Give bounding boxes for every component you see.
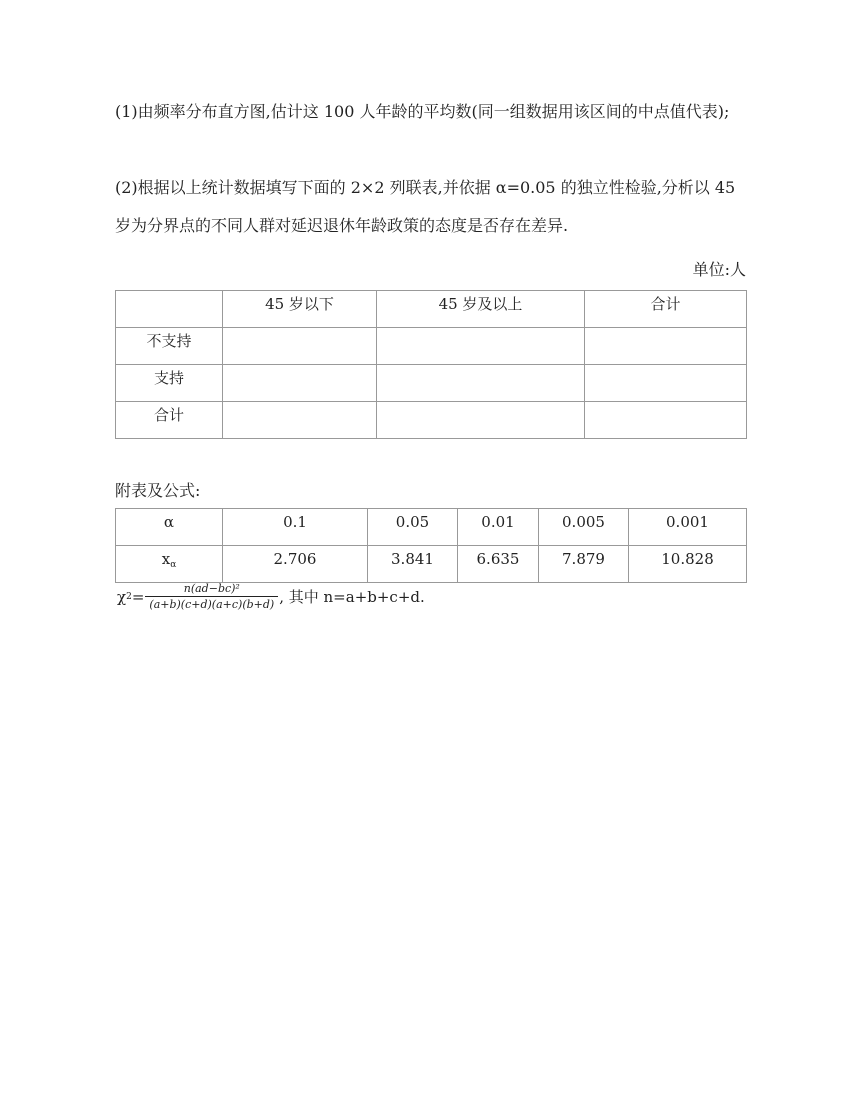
chi-square-formula <box>117 582 425 611</box>
critical-value-table <box>115 508 747 583</box>
table-row <box>116 328 747 365</box>
row-label-total: 合计 <box>116 402 223 439</box>
row-label-support: 支持 <box>116 365 223 402</box>
alpha-value: 0.001 <box>629 509 747 546</box>
critical-value: 3.841 <box>368 546 458 583</box>
unit-label: 单位:人 <box>692 260 746 279</box>
formula-lhs-sup: 2 <box>126 591 132 602</box>
question-2-text: (2)根据以上统计数据填写下面的 2×2 列联表,并依据 α=0.05 的独立性检验,分析以 45 岁为分界点的不同人群对延迟退休年龄政策的态度是否存在差异. <box>115 178 736 235</box>
table-row <box>116 365 747 402</box>
table-cell <box>585 328 747 365</box>
appendix-label: 附表及公式: <box>115 481 201 500</box>
critical-value-row <box>116 546 747 583</box>
table-header-corner <box>116 291 223 328</box>
table-cell <box>585 365 747 402</box>
table-row <box>116 402 747 439</box>
critical-value: 6.635 <box>458 546 539 583</box>
table-cell <box>377 328 585 365</box>
formula-fraction <box>145 582 278 611</box>
alpha-value: 0.1 <box>223 509 368 546</box>
critical-value: 2.706 <box>223 546 368 583</box>
row-label-not-support: 不支持 <box>116 328 223 365</box>
formula-lhs: χ <box>117 587 127 606</box>
x-alpha-label <box>116 546 223 583</box>
table-cell <box>377 365 585 402</box>
alpha-value: 0.01 <box>458 509 539 546</box>
formula-tail: , 其中 n=a+b+c+d. <box>279 588 425 606</box>
alpha-row <box>116 509 747 546</box>
formula-equals: = <box>131 587 145 606</box>
table-cell <box>223 402 377 439</box>
alpha-value: 0.005 <box>539 509 629 546</box>
formula-denominator: (a+b)(c+d)(a+c)(b+d) <box>145 596 278 611</box>
x-label-text: x <box>161 550 171 568</box>
x-label-subscript: α <box>170 560 177 570</box>
alpha-label: α <box>116 509 223 546</box>
question-1-text: (1)由频率分布直方图,估计这 100 人年龄的平均数(同一组数据用该区间的中点值代表); <box>115 102 730 121</box>
table-header-row <box>116 291 747 328</box>
alpha-value: 0.05 <box>368 509 458 546</box>
table-header-45-and-over: 45 岁及以上 <box>377 291 585 328</box>
critical-value: 10.828 <box>629 546 747 583</box>
table-cell <box>223 365 377 402</box>
contingency-table <box>115 290 747 439</box>
critical-value: 7.879 <box>539 546 629 583</box>
table-cell <box>585 402 747 439</box>
table-header-under-45: 45 岁以下 <box>223 291 377 328</box>
formula-numerator: n(ad−bc)² <box>183 582 240 595</box>
table-header-total: 合计 <box>585 291 747 328</box>
table-cell <box>377 402 585 439</box>
table-cell <box>223 328 377 365</box>
